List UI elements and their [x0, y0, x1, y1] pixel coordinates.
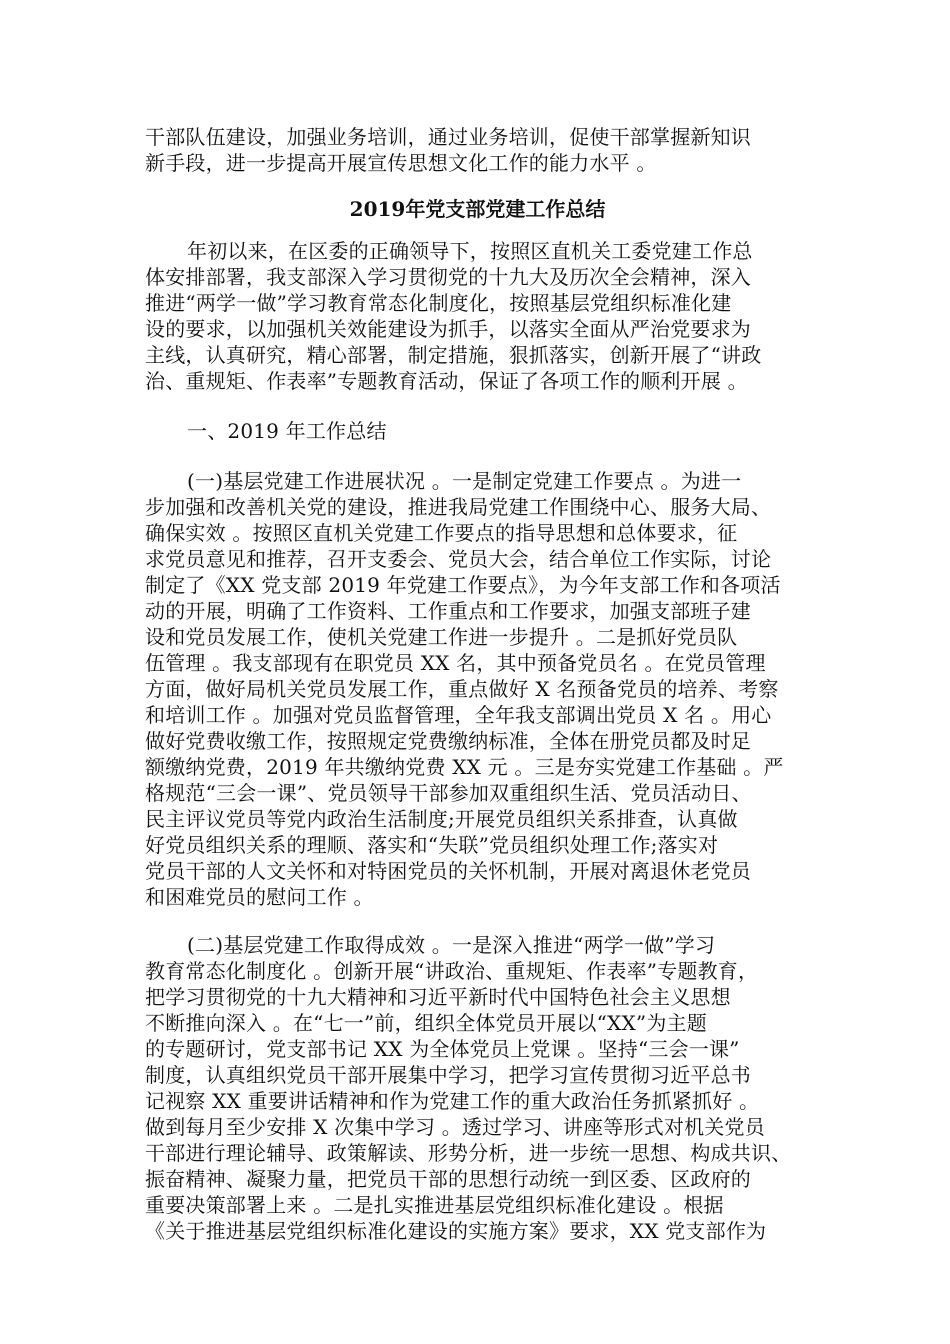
- text-line: 不断推向深入 。在“七一”前，组织全体党员开展以“XX”为主题: [145, 1011, 707, 1035]
- text-line: 步加强和改善机关党的建设，推进我局党建工作围绕中心、服务大局、: [145, 495, 772, 519]
- intro-paragraph: [145, 124, 810, 176]
- text-line: 求党员意见和推荐，召开支委会、党员大会，结合单位工作实际，讨论: [145, 547, 772, 571]
- text-line: 好党员组织关系的理顺、落实和“失联”党员组织处理工作;落实对: [145, 833, 719, 857]
- text-line: 动的开展，明确了工作资料、工作重点和工作要求，加强支部班子建: [145, 599, 751, 623]
- text-line: 额缴纳党费，2019 年共缴纳党费 XX 元 。三是夯实党建工作基础 。严: [145, 755, 784, 779]
- text-line: 制定了《XX 党支部 2019 年党建工作要点》，为今年支部工作和各项活: [145, 573, 781, 597]
- text-line: 干部队伍建设，加强业务培训，通过业务培训，促使干部掌握新知识: [145, 125, 751, 149]
- text-line: 方面，做好局机关党员发展工作，重点做好 X 名预备党员的培养、考察: [145, 677, 779, 701]
- text-line: 设和党员发展工作，使机关党建工作进一步提升 。二是抓好党员队: [145, 625, 738, 649]
- text-line: (一)基层党建工作进展状况 。一是制定党建工作要点 。为进一: [187, 469, 742, 493]
- text-line: 干部进行理论辅导、政策解读、形势分析，进一步统一思想、构成共识、: [145, 1141, 792, 1165]
- text-line: 记视察 XX 重要讲话精神和作为党建工作的重大政治任务抓紧抓好 。: [145, 1089, 760, 1113]
- text-line: 确保实效 。按照区直机关党建工作要点的指导思想和总体要求，征: [145, 521, 738, 545]
- text-line: 教育常态化制度化 。创新开展“讲政治、重规矩、作表率”专题教育，: [145, 959, 759, 983]
- text-line: 推进“两学一做”学习教育常态化制度化，按照基层党组织标准化建: [145, 291, 732, 315]
- text-line: (二)基层党建工作取得成效 。一是深入推进“两学一做”学习: [187, 933, 716, 957]
- text-line: 做到每月至少安排 X 次集中学习 。透过学习、讲座等形式对机关党员: [145, 1115, 765, 1139]
- text-line: 年初以来，在区委的正确领导下，按照区直机关工委党建工作总: [187, 239, 753, 263]
- text-line: 《关于推进基层党组织标准化建设的实施方案》要求，XX 党支部作为: [145, 1219, 767, 1243]
- text-line: 新手段，进一步提高开展宣传思想文化工作的能力水平 。: [145, 151, 657, 175]
- paragraph-achievements: [145, 932, 810, 1244]
- text-line: 设的要求，以加强机关效能建设为抓手，以落实全面从严治党要求为: [145, 317, 751, 341]
- text-line: 治、重规矩、作表率”专题教育活动，保证了各项工作的顺利开展 。: [145, 369, 748, 393]
- text-line: 民主评议党员等党内政治生活制度;开展党员组织关系排查，认真做: [145, 807, 738, 831]
- text-line: 伍管理 。我支部现有在职党员 XX 名，其中预备党员名 。在党员管理: [145, 651, 766, 675]
- text-line: 党员干部的人文关怀和对特困党员的关怀机制，开展对离退休老党员: [145, 859, 751, 883]
- text-line: 制度，认真组织党员干部开展集中学习，把学习宣传贯彻习近平总书: [145, 1063, 751, 1087]
- text-line: 振奋精神、凝聚力量，把党员干部的思想行动统一到区委、区政府的: [145, 1167, 751, 1191]
- paragraph-progress: [145, 468, 810, 910]
- text-line: 做好党费收缴工作，按照规定党费缴纳标准，全体在册党员都及时足: [145, 729, 751, 753]
- text-line: 重要决策部署上来 。二是扎实推进基层党组织标准化建设 。根据: [145, 1193, 724, 1217]
- text-line: 格规范“三会一课”、党员领导干部参加双重组织生活、党员活动日、: [145, 781, 752, 805]
- text-line: 把学习贯彻党的十九大精神和习近平新时代中国特色社会主义思想: [145, 985, 731, 1009]
- document-title: 2019年党支部党建工作总结: [349, 197, 606, 221]
- section-heading: 一、2019 年工作总结: [187, 419, 387, 443]
- text-line: 体安排部署，我支部深入学习贯彻党的十九大及历次全会精神，深入: [145, 265, 751, 289]
- text-line: 的专题研讨，党支部书记 XX 为全体党员上党课 。坚持“三会一课”: [145, 1037, 740, 1061]
- text-line: 和困难党员的慰问工作 。: [145, 885, 374, 909]
- paragraph-intro-summary: [145, 238, 810, 394]
- text-line: 主线，认真研究，精心部署，制定措施，狠抓落实，创新开展了“讲政: [145, 343, 762, 367]
- text-line: 和培训工作 。加强对党员监督管理，全年我支部调出党员 X 名 。用心: [145, 703, 772, 727]
- document-page: [145, 124, 810, 1244]
